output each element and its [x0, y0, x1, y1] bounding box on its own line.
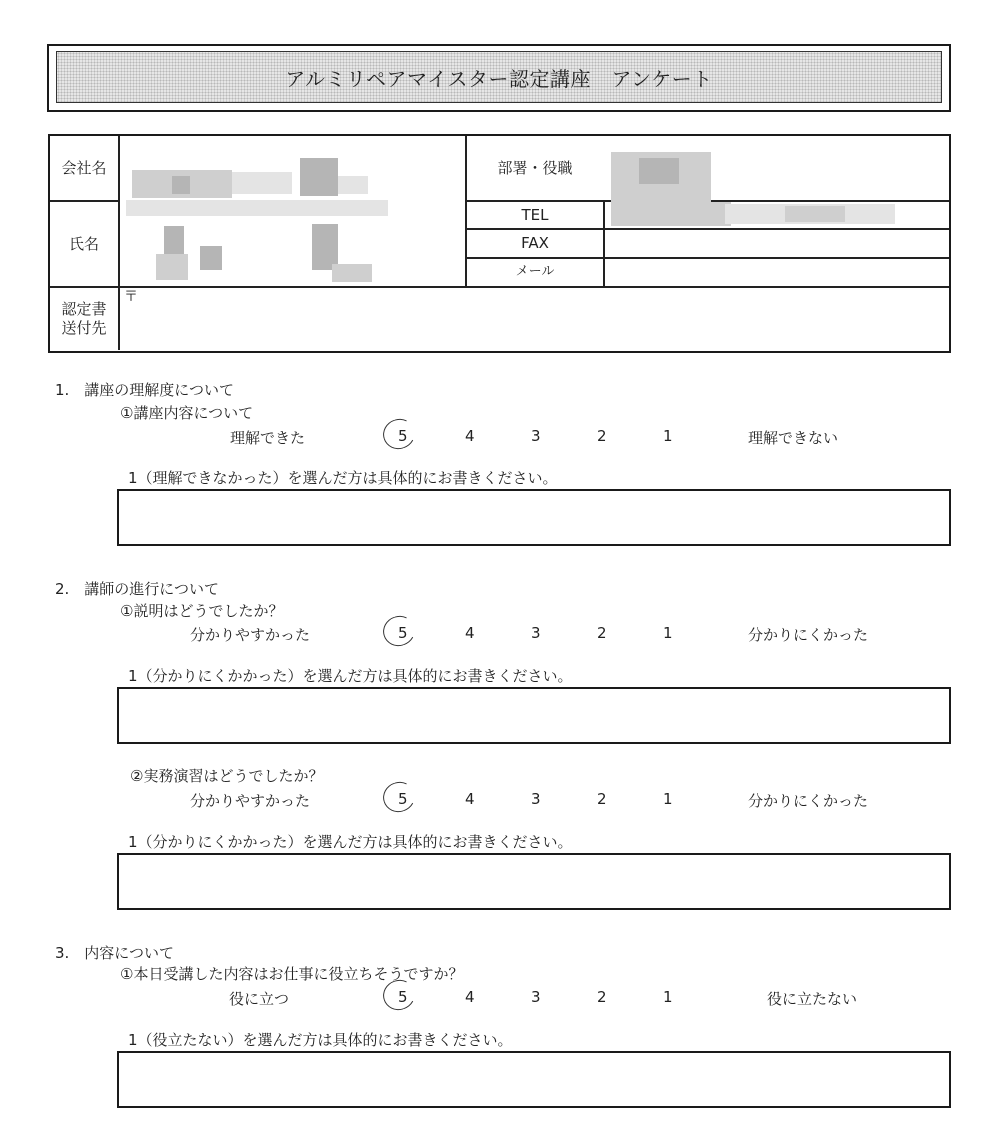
cert-address-field[interactable] — [142, 288, 948, 350]
q2-2-option-1[interactable]: 1 — [663, 790, 673, 808]
company-label: 会社名 — [61, 158, 107, 177]
q2-2-option-4[interactable]: 4 — [465, 790, 475, 808]
section-1-heading: 1. 講座の理解度について — [55, 381, 235, 399]
q2-2-comment-box[interactable] — [117, 853, 951, 910]
q3-1-option-2[interactable]: 2 — [597, 988, 607, 1006]
fax-label: FAX — [521, 234, 549, 253]
q2-1-left-label: 分かりやすかった — [190, 626, 311, 644]
selected-circle-mark — [379, 778, 419, 816]
cert-label-line1: 認定書 — [61, 300, 107, 319]
name-label: 氏名 — [68, 234, 99, 253]
tel-label: TEL — [521, 205, 549, 224]
q1-1-option-3[interactable]: 3 — [531, 427, 541, 445]
q2-2-instruction: 1（分かりにくかかった）を選んだ方は具体的にお書きください。 — [128, 833, 573, 851]
q1-1-option-4[interactable]: 4 — [465, 427, 475, 445]
q2-2-option-3[interactable]: 3 — [531, 790, 541, 808]
q3-1-instruction: 1（役立たない）を選んだ方は具体的にお書きください。 — [128, 1031, 513, 1049]
q1-1-instruction: 1（理解できなかった）を選んだ方は具体的にお書きください。 — [128, 469, 558, 487]
q2-1-comment-box[interactable] — [117, 687, 951, 744]
q2-2-right-label: 分かりにくかった — [748, 792, 869, 810]
q2-1-option-3[interactable]: 3 — [531, 624, 541, 642]
q3-1-option-1[interactable]: 1 — [663, 988, 673, 1006]
q1-1-prompt: ①講座内容について — [120, 404, 254, 422]
fax-field[interactable] — [605, 230, 949, 257]
mail-field[interactable] — [605, 259, 949, 286]
q1-1-left-label: 理解できた — [230, 429, 306, 447]
q1-1-comment-box[interactable] — [117, 489, 951, 546]
q1-1-option-2[interactable]: 2 — [597, 427, 607, 445]
q2-1-option-1[interactable]: 1 — [663, 624, 673, 642]
q2-1-option-2[interactable]: 2 — [597, 624, 607, 642]
applicant-info-table — [48, 134, 951, 353]
cert-destination-label — [50, 288, 118, 350]
q2-2-option-2[interactable]: 2 — [597, 790, 607, 808]
q1-1-option-5[interactable]: 5 — [398, 427, 408, 445]
q2-1-right-label: 分かりにくかった — [748, 626, 869, 644]
q3-1-comment-box[interactable] — [117, 1051, 951, 1108]
q2-1-prompt: ①説明はどうでしたか？ — [120, 602, 284, 620]
selected-circle-mark — [379, 415, 419, 453]
person-name-field-redacted[interactable] — [122, 224, 462, 286]
q2-1-option-5[interactable]: 5 — [398, 624, 408, 642]
q2-1-instruction: 1（分かりにくかかった）を選んだ方は具体的にお書きください。 — [128, 667, 573, 685]
section-3-heading: 3. 内容について — [55, 944, 175, 962]
q3-1-option-5[interactable]: 5 — [398, 988, 408, 1006]
q3-1-right-label: 役に立たない — [767, 990, 858, 1008]
q2-2-option-5[interactable]: 5 — [398, 790, 408, 808]
company-name-field-redacted[interactable] — [122, 154, 462, 216]
mail-label: メール — [515, 264, 555, 280]
form-title: アルミリペアマイスター認定講座 アンケート — [56, 51, 942, 103]
q2-2-prompt: ②実務演習はどうでしたか？ — [130, 767, 324, 785]
selected-circle-mark — [379, 612, 419, 650]
q3-1-option-3[interactable]: 3 — [531, 988, 541, 1006]
section-2-heading: 2. 講師の進行について — [55, 580, 220, 598]
q3-1-option-4[interactable]: 4 — [465, 988, 475, 1006]
q2-2-left-label: 分かりやすかった — [190, 792, 311, 810]
postal-mark: 〒 — [124, 289, 138, 306]
q1-1-option-1[interactable]: 1 — [663, 427, 673, 445]
cert-label-line2: 送付先 — [61, 319, 107, 337]
dept-label: 部署・役職 — [497, 158, 573, 177]
q3-1-left-label: 役に立つ — [229, 990, 290, 1008]
dept-tel-field-redacted[interactable] — [605, 142, 949, 230]
q3-1-prompt: ①本日受講した内容はお仕事に役立ちそうですか？ — [120, 965, 464, 983]
q1-1-right-label: 理解できない — [748, 429, 839, 447]
q2-1-option-4[interactable]: 4 — [465, 624, 475, 642]
